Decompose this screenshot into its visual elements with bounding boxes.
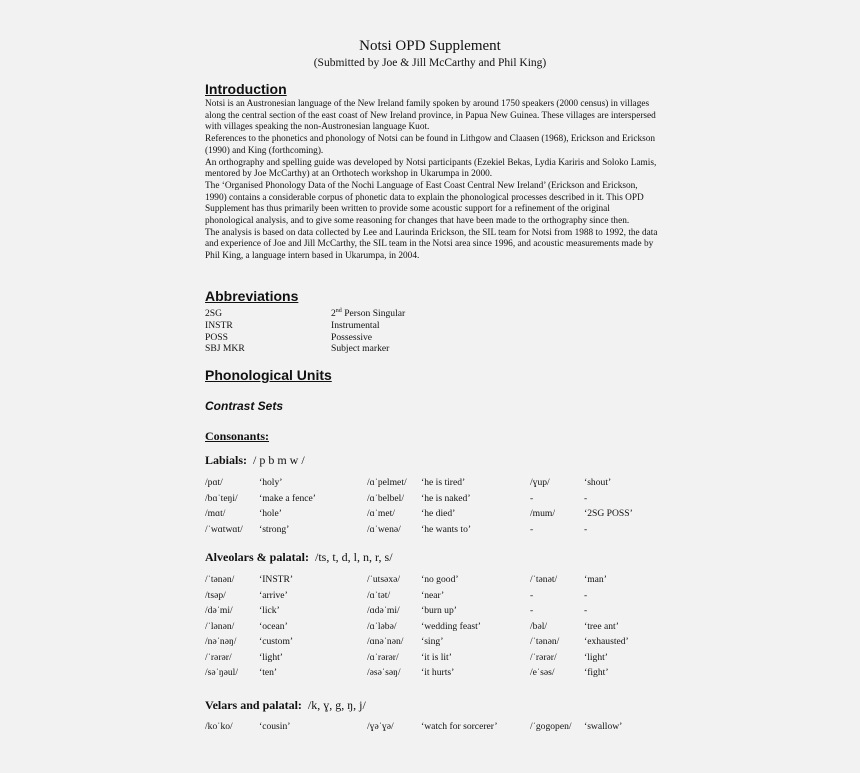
phonetic-form: /nəˈnəŋ/ xyxy=(205,636,237,647)
phonetic-form: /səˈŋəul/ xyxy=(205,667,238,678)
introduction-heading: Introduction xyxy=(205,81,287,97)
abbreviation-term: POSS xyxy=(205,332,228,343)
gloss: ‘no good’ xyxy=(421,574,459,585)
gloss: ‘2SG POSS’ xyxy=(584,508,633,519)
phonetic-form: /əsəˈsəŋ/ xyxy=(367,667,401,678)
abbreviation-meaning: Subject marker xyxy=(331,343,390,354)
phonetic-form: /pɑt/ xyxy=(205,477,223,488)
intro-paragraph: An orthography and spelling guide was developed by Notsi participants (Ezekiel Bekas, Lydia Kariris and Soloko Lamis, mentored by Joe McCarthy) at an Orthotech workshop in Ukarumpa in 2000. xyxy=(205,157,657,180)
gloss: ‘light’ xyxy=(259,651,283,663)
gloss: ‘fight’ xyxy=(584,667,609,678)
gloss: - xyxy=(584,523,588,535)
phonetic-form: /mɑt/ xyxy=(205,508,226,519)
introduction-body xyxy=(205,99,660,263)
phonetic-form: /ˈtənət/ xyxy=(530,574,558,585)
phonetic-form: /eˈsəs/ xyxy=(530,667,555,678)
phonological-units-heading: Phonological Units xyxy=(205,367,332,383)
abbreviations-heading: Abbreviations xyxy=(205,288,299,304)
gloss: ‘make a fence’ xyxy=(259,492,316,504)
intro-paragraph: The ‘Organised Phonology Data of the Nochi Language of East Coast Central New Ireland’ (Erickson and Erickson, 1990) contains a considerable corpus of phonetic data to explain the phonological processes described in it. This OPD Supplement has thus primarily been written to provide some acoustic support for a refinement of the original phonological analysis, and to give some reasoning for changes that have been made to the orthography since then. xyxy=(205,180,644,227)
gloss: ‘INSTR’ xyxy=(259,574,294,585)
phonetic-form: - xyxy=(530,523,534,535)
phonetic-form: /ɑˈbelbel/ xyxy=(367,492,404,504)
phonetic-form: /ɑˈmet/ xyxy=(367,508,395,519)
phonetic-form: /ɑˈrərər/ xyxy=(367,651,399,663)
phonetic-form: /ɑˈwenə/ xyxy=(367,523,401,535)
phonetic-form: /ˈlənən/ xyxy=(205,620,235,632)
phonetic-form: /ɣup/ xyxy=(530,477,550,488)
phonetic-form: /bəl/ xyxy=(530,620,548,632)
velars-heading: Velars and palatal: /k, ɣ, g, ŋ, j/ xyxy=(205,698,366,712)
phonetic-form: - xyxy=(530,492,534,504)
phonetic-form: /ˈutsəxə/ xyxy=(367,574,401,585)
gloss: ‘tree ant’ xyxy=(584,620,619,632)
phonetic-form: /ˈrərər/ xyxy=(530,651,557,663)
phonetic-form: /koˈko/ xyxy=(205,721,233,732)
gloss: ‘arrive’ xyxy=(259,589,288,601)
phonetic-form: /ˈtənən/ xyxy=(530,636,560,647)
contrast-sets-heading: Contrast Sets xyxy=(205,399,284,413)
alveolars-heading: Alveolars & palatal: /ts, t, d, l, n, r, s/ xyxy=(205,550,393,564)
phonetic-form: /dəˈmi/ xyxy=(205,605,233,616)
abbreviation-term: SBJ MKR xyxy=(205,343,245,354)
abbreviation-term: 2SG xyxy=(205,308,223,319)
phonetic-form: /ɑˈləbə/ xyxy=(367,620,397,632)
gloss: ‘ocean’ xyxy=(259,620,288,632)
gloss: ‘strong’ xyxy=(259,523,290,535)
document-subtitle: (Submitted by Joe & Jill McCarthy and Phil King) xyxy=(313,57,547,69)
gloss: ‘man’ xyxy=(584,574,607,585)
abbreviation-meaning: Possessive xyxy=(331,332,373,343)
phonetic-form: /ˈrərər/ xyxy=(205,651,232,663)
gloss: ‘burn up’ xyxy=(421,605,457,616)
gloss: - xyxy=(584,589,588,601)
gloss: ‘cousin’ xyxy=(259,721,291,732)
abbreviation-term: INSTR xyxy=(205,320,233,331)
abbreviation-meaning: 2nd Person Singular xyxy=(331,307,406,319)
gloss: ‘watch for sorcerer’ xyxy=(421,721,498,732)
gloss: ‘he wants to’ xyxy=(421,523,472,535)
phonetic-form: /ɑˈtət/ xyxy=(367,589,391,601)
phonetic-form: /ˈwɑtwɑt/ xyxy=(205,523,243,535)
phonetic-form: /mum/ xyxy=(530,508,556,519)
phonetic-form: - xyxy=(530,589,534,601)
gloss: ‘he is tired’ xyxy=(421,477,466,488)
gloss: ‘it hurts’ xyxy=(421,667,455,678)
phonetic-form: /bɑˈteŋi/ xyxy=(205,492,238,504)
phonetic-form: /ɑˈpelmet/ xyxy=(367,477,407,488)
gloss: ‘lick’ xyxy=(259,605,280,616)
gloss: ‘custom’ xyxy=(259,636,294,647)
gloss: ‘exhausted’ xyxy=(584,636,629,647)
gloss: ‘hole’ xyxy=(259,508,282,519)
phonetic-form: /ɣəˈɣə/ xyxy=(367,721,394,732)
gloss: - xyxy=(584,492,588,504)
labials-heading: Labials: / p b m w / xyxy=(205,453,305,467)
gloss: ‘ten’ xyxy=(259,667,278,678)
phonetic-form: /tsəp/ xyxy=(205,589,226,601)
gloss: ‘it is lit’ xyxy=(421,651,452,663)
gloss: ‘shout’ xyxy=(584,477,612,488)
consonants-heading: Consonants: xyxy=(205,429,270,443)
gloss: ‘near’ xyxy=(421,589,445,601)
gloss: ‘he died’ xyxy=(421,508,456,519)
gloss: ‘he is naked’ xyxy=(421,492,471,504)
phonetic-form: /ˈgogopen/ xyxy=(530,721,572,732)
gloss: ‘swallow’ xyxy=(584,721,623,732)
document-title: Notsi OPD Supplement xyxy=(359,38,501,54)
gloss: ‘holy’ xyxy=(259,477,283,488)
intro-paragraph: References to the phonetics and phonology of Notsi can be found in Lithgow and Claasen (1968), Erickson and Erickson (1990) and King (forthcoming). xyxy=(205,134,656,156)
phonetic-form: - xyxy=(530,605,534,616)
phonetic-form: /ˈtənən/ xyxy=(205,574,235,585)
gloss: ‘sing’ xyxy=(421,636,444,647)
intro-paragraph: Notsi is an Austronesian language of the New Ireland family spoken by around 1750 speakers (2000 census) in villages along the central section of the east coast of New Ireland province, in Papua New Guinea. These villages are interspersed with villages speaking the non-Austronesian language Kuot. xyxy=(205,99,656,133)
abbreviation-meaning: Instrumental xyxy=(331,320,380,331)
intro-paragraph: The analysis is based on data collected by Lee and Laurinda Erickson, the SIL team for Notsi from 1988 to 1992, the data and experience of Joe and Jill McCarthy, the SIL team in the Notsi area since 1996, and acoustic measurements made by Phil King, a language intern based in Ukarumpa, in 2004. xyxy=(205,227,658,262)
gloss: ‘light’ xyxy=(584,651,608,663)
phonetic-form: /ɑnəˈnən/ xyxy=(367,636,404,647)
gloss: ‘wedding feast’ xyxy=(421,620,481,632)
gloss: - xyxy=(584,605,588,616)
phonetic-form: /ɑdəˈmi/ xyxy=(367,605,400,616)
